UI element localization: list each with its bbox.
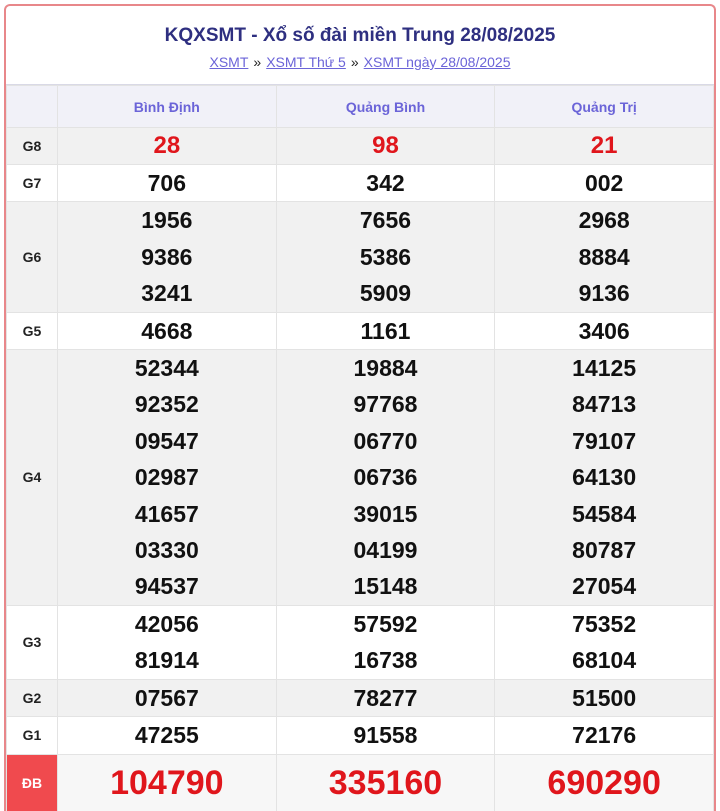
breadcrumb: [6, 47, 714, 71]
prize-number: 51500: [572, 684, 637, 711]
prize-cell: [58, 605, 277, 679]
prize-number: 1161: [360, 317, 411, 344]
prize-row-db: [7, 754, 714, 811]
prize-number: 64130: [572, 464, 637, 491]
prize-label: G3: [7, 605, 58, 679]
prize-number: 78277: [353, 684, 418, 711]
prize-label: G8: [7, 128, 58, 165]
prize-number: 21: [590, 132, 618, 159]
prize-number: 27054: [572, 573, 637, 600]
results-table: [6, 85, 714, 811]
prize-number: 91558: [353, 722, 418, 749]
prize-label: ĐB: [7, 754, 58, 811]
prize-number: 002: [584, 170, 624, 196]
prize-cell: [495, 679, 714, 716]
prize-cell: [58, 679, 277, 716]
breadcrumb-xsmt-date-link[interactable]: XSMT ngày 28/08/2025: [363, 54, 511, 70]
prize-number: 41657: [134, 500, 199, 527]
prize-number: 3241: [141, 280, 193, 307]
prize-number: 06770: [353, 427, 418, 454]
prize-number: 09547: [134, 427, 199, 454]
prize-row-g3: [7, 605, 714, 679]
prize-number: 5909: [359, 280, 412, 307]
special-prize-number: 104790: [110, 764, 224, 802]
prize-number: 19884: [353, 355, 418, 382]
prize-number: 42056: [134, 610, 199, 637]
prize-number: 07567: [134, 684, 199, 711]
prize-cell: [276, 128, 495, 165]
results-header: [6, 6, 714, 85]
prize-cell: [495, 312, 714, 349]
prize-number: 9386: [141, 243, 193, 270]
prize-cell: [495, 717, 714, 754]
prize-number: 57592: [353, 610, 418, 637]
breadcrumb-xsmt-thu5-link[interactable]: XSMT Thứ 5: [266, 54, 346, 70]
prize-number: 06736: [353, 464, 418, 491]
prize-number: 39015: [353, 500, 418, 527]
prize-cell: [58, 312, 277, 349]
prize-number: 2968: [578, 207, 630, 234]
prize-number: 80787: [572, 537, 637, 564]
special-prize-number: 335160: [328, 764, 443, 802]
province-quang-tri[interactable]: Quảng Trị: [495, 86, 714, 128]
prize-number: 04199: [353, 537, 418, 564]
province-quang-binh[interactable]: Quảng Bình: [276, 86, 495, 128]
prize-number: 52344: [134, 355, 199, 382]
prize-row-g2: [7, 679, 714, 716]
prize-number: 47255: [134, 722, 199, 749]
prize-number: 9136: [578, 280, 630, 307]
prize-cell: [58, 350, 277, 606]
prize-cell: [276, 717, 495, 754]
prize-label: G1: [7, 717, 58, 754]
prize-row-g5: [7, 312, 714, 349]
corner-cell: [7, 86, 58, 128]
prize-number: 75352: [572, 610, 637, 637]
prize-number: 3406: [578, 317, 630, 344]
prize-cell: [276, 312, 495, 349]
prize-label: G7: [7, 165, 58, 202]
prize-number: 72176: [572, 722, 637, 749]
prize-cell: [58, 165, 277, 202]
prize-cell: [495, 605, 714, 679]
prize-cell: [276, 605, 495, 679]
prize-cell: [495, 128, 714, 165]
prize-number: 92352: [134, 391, 199, 418]
breadcrumb-separator: »: [350, 54, 359, 70]
prize-cell: [495, 350, 714, 606]
prize-number: 79107: [572, 427, 637, 454]
prize-number: 84713: [572, 391, 637, 418]
breadcrumb-xsmt-link[interactable]: XSMT: [209, 54, 249, 70]
prize-number: 5386: [359, 243, 412, 270]
province-binh-dinh[interactable]: Bình Định: [58, 86, 277, 128]
prize-cell: [58, 128, 277, 165]
breadcrumb-separator: »: [253, 54, 262, 70]
prize-cell: [58, 202, 277, 312]
prize-number: 14125: [572, 355, 637, 382]
prize-label: G4: [7, 350, 58, 606]
prize-number: 28: [153, 132, 181, 159]
prize-row-g8: [7, 128, 714, 165]
prize-number: 68104: [572, 647, 637, 674]
prize-number: 02987: [134, 464, 199, 491]
prize-number: 81914: [134, 647, 199, 674]
results-panel: [4, 4, 716, 811]
prize-cell: [495, 165, 714, 202]
prize-cell: [276, 165, 495, 202]
prize-label: G5: [7, 312, 58, 349]
prize-number: 16738: [353, 647, 418, 674]
prize-number: 706: [147, 170, 187, 196]
prize-number: 8884: [578, 243, 630, 270]
province-header-row: [7, 86, 714, 128]
prize-number: 98: [372, 132, 399, 159]
prize-cell: [58, 717, 277, 754]
prize-cell: [58, 754, 277, 811]
prize-number: 03330: [134, 537, 199, 564]
page-title: KQXSMT - Xổ số đài miền Trung 28/08/2025: [164, 25, 556, 46]
prize-number: 54584: [572, 500, 637, 527]
prize-number: 1956: [141, 207, 193, 234]
prize-cell: [276, 350, 495, 606]
prize-cell: [495, 754, 714, 811]
prize-number: 94537: [134, 573, 199, 600]
prize-label: G6: [7, 202, 58, 312]
special-prize-number: 690290: [547, 764, 661, 802]
prize-label: G2: [7, 679, 58, 716]
prize-number: 4668: [141, 317, 193, 344]
prize-row-g1: [7, 717, 714, 754]
prize-number: 7656: [359, 207, 412, 234]
prize-number: 15148: [353, 573, 418, 600]
prize-row-g7: [7, 165, 714, 202]
prize-cell: [495, 202, 714, 312]
prize-cell: [276, 679, 495, 716]
prize-number: 97768: [353, 391, 418, 418]
prize-cell: [276, 754, 495, 811]
prize-number: 342: [366, 170, 405, 196]
prize-cell: [276, 202, 495, 312]
prize-row-g6: [7, 202, 714, 312]
prize-row-g4: [7, 350, 714, 606]
